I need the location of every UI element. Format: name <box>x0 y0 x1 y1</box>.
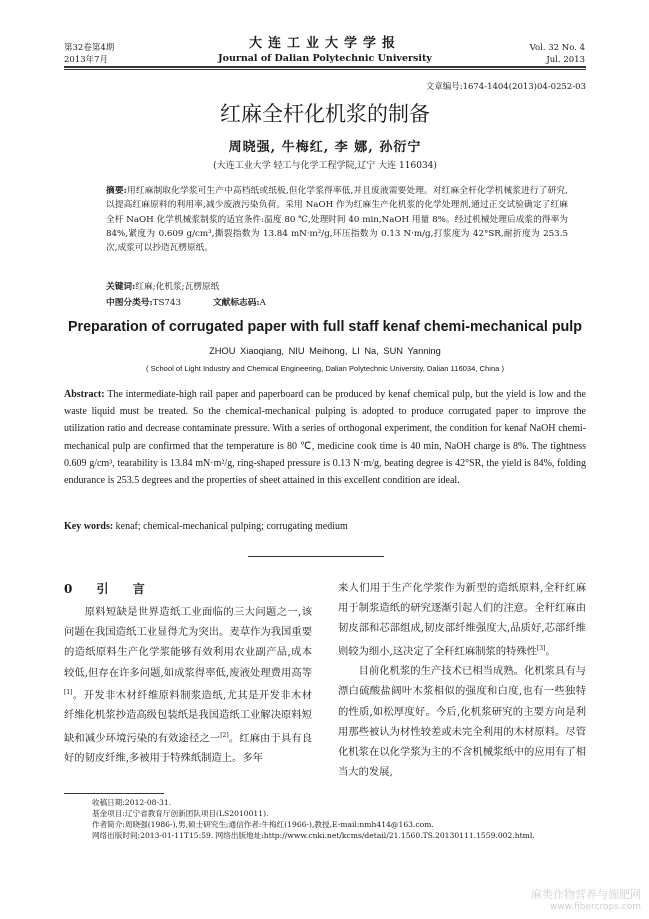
keywords-cn <box>106 280 568 292</box>
footnote-author: 作者简介:周晓强(1986-),男,硕士研究生;通信作者:牛梅红(1966-),教授,E-mail:nmh414@163.com. <box>92 820 434 829</box>
header-right <box>485 42 585 66</box>
intro-right-column <box>338 578 586 782</box>
intro-paragraph: 原料短缺是世界造纸工业面临的三大问题之一,该问题在我国造纸工业显得尤为突出。麦草作为我国重要的造纸原料生产化学浆能够有效利用农业副产品,成本较低,但存在许多问题,如成浆得率低,废液处理费用高等[1]。开发非木材纤维原料制浆造纸,尤其是开发非木材纤维化机浆抄造高级包装纸是我国造纸工业解决原料短缺和减少环境污染的有效途径之一[2]。红麻由于具有良好的韧皮纤维,多被用于特殊纸制造上。多年 <box>64 606 313 765</box>
date-en: Jul. 2013 <box>546 55 585 65</box>
article-number: 文章编号:1674-1404(2013)04-0252-03 <box>425 82 586 92</box>
section-heading <box>64 580 155 597</box>
paper-title-cn: 红麻全杆化机浆的制备 <box>220 102 430 126</box>
abstract-cn-label: 摘要: <box>106 186 127 196</box>
keywords-cn-label: 关键词: <box>106 282 136 292</box>
keywords-en-label: Key words: <box>64 521 114 532</box>
abstract-cn <box>106 184 568 255</box>
affiliation-cn: (大连工业大学 轻工与化学工程学院,辽宁 大连 116034) <box>213 161 437 171</box>
intro-paragraph: 来人们用于生产化学浆作为新型的造纸原料,全秆红麻用于制浆造纸的研究逐渐引起人们的注意。全秆红麻由韧皮部和芯部组成,韧皮部纤维强度大,品质好,芯部纤维则较为细小,这决定了全秆红麻制浆的特殊性[3]。 <box>338 582 586 658</box>
header-left <box>64 42 184 66</box>
citation[interactable]: [2] <box>220 731 229 739</box>
affiliation-en: ( School of Light Industry and Chemical Engineering, Dalian Polytechnic University, Dalian 116034, China ) <box>145 364 505 373</box>
clc-label: 中图分类号: <box>106 298 153 308</box>
journal-name-en: Journal of Dalian Polytechnic University <box>218 53 432 64</box>
volume-en: Vol. 32 No. 4 <box>529 43 585 53</box>
paper-title-en: Preparation of corrugated paper with full staff kenaf chemi-mechanical pulp <box>68 319 582 335</box>
intro-paragraph: 目前化机浆的生产技术已相当成熟。化机浆具有与漂白硫酸盐阔叶木浆相似的强度和白度,也有一些独特的性质,如松厚度好。今后,化机浆研究的主要方向是利用那些被认为材性较差或未完全利用的木材原料。尽管化机浆在以化学浆为主的不含机械浆纸中的应用有了相当大的发展, <box>338 665 586 779</box>
journal-header <box>190 36 460 66</box>
keywords-en <box>64 521 586 532</box>
classification-cn <box>106 296 568 308</box>
doc-code-label: 文献标志码: <box>212 298 260 308</box>
section-divider <box>248 556 384 557</box>
section-number: 0 <box>64 582 83 596</box>
keywords-en-text: kenaf; chemical-mechanical pulping; corrugating medium <box>113 521 348 532</box>
footnote-fund: 基金项目:辽宁省教育厅创新团队项目(LS2010011). <box>92 809 269 818</box>
abstract-en <box>64 386 586 489</box>
footnote-rule <box>64 793 164 794</box>
journal-name-cn: 大连工业大学学报 <box>248 36 401 51</box>
footnote-online: 网络出版时间:2013-01-11T15:59. 网络出版地址:http://www.cnki.net/kcms/detail/21.1560.TS.20130111.1559.002.html. <box>92 831 535 840</box>
volume-cn: 第32卷第4期 <box>64 43 115 53</box>
citation[interactable]: [1] <box>64 688 73 696</box>
abstract-cn-text: 用红麻制取化学浆可生产中高档纸或纸板,但化学浆得率低,并且废液需要处理。对红麻全杆化学机械浆进行了研究,以提高红麻原料的利用率,减少废液污染负荷。采用 NaOH 作为红麻生产化机浆的化学处理剂,通过正交试验确定了红麻全杆 NaOH 化学机械浆制浆的适宜条件:温度 80 ℃,处理时间 40 min,NaOH 用量 8%。经过机械处理后成浆的得率为 84%,紧度为 0.609 g/cm³,撕裂指数为 13.84 mN·m²/g,环压指数为 0.13 N·m/g,打浆度为 42°SR,耐折度为 253.5 次,成浆可以抄造瓦楞原纸。 <box>106 186 568 254</box>
watermark-line1: 麻类作物营养与施肥网 <box>531 888 641 901</box>
authors-en: ZHOU Xiaoqiang, NIU Meihong, LI Na, SUN Yanning <box>209 346 441 356</box>
abstract-en-text: The intermediate-high rail paper and paperboard can be produced by kenaf chemical pulp, but the yield is low and the waste liquid must be treated. So the chemical-mechanical pulping is adopted to produce corrugated paper to improve the utilization ratio and decrease contaminate pressure. With a series of orthogonal experiment, the condition for kenaf NaOH chemi-mechanical pulp are confirmed that the temperature is 80 ℃, medicine cook time is 40 min, NaOH charge is 8%. The tightness 0.609 g/cm³, tearability is 13.84 mN·m²/g, ring-shaped pressure is 0.13 N·m/g, beating degree is 42°SR, the yield is 84%, folding endurance is 253.5 degrees and the properties of sheet attained in this excellent condition are ideal. <box>64 389 586 487</box>
section-title: 引 言 <box>96 582 155 596</box>
watermark-line2: www.fibercrops.com <box>550 902 641 912</box>
keywords-cn-text: 红麻;化机浆;瓦楞原纸 <box>135 282 220 292</box>
footnotes <box>64 797 586 841</box>
footnote-received: 收稿日期:2012-08-31. <box>92 798 172 807</box>
citation[interactable]: [3] <box>536 644 546 652</box>
watermark <box>531 888 641 914</box>
intro-left-column <box>64 602 312 768</box>
header-rule <box>64 66 586 68</box>
authors-cn: 周晓强, 牛梅红, 李 娜, 孙衍宁 <box>228 140 422 155</box>
abstract-en-label: Abstract: <box>64 389 105 400</box>
header-rule-thin <box>64 69 586 70</box>
clc-value: TS743 <box>152 298 181 308</box>
doc-code-value: A <box>259 298 266 308</box>
date-cn: 2013年7月 <box>64 55 109 65</box>
